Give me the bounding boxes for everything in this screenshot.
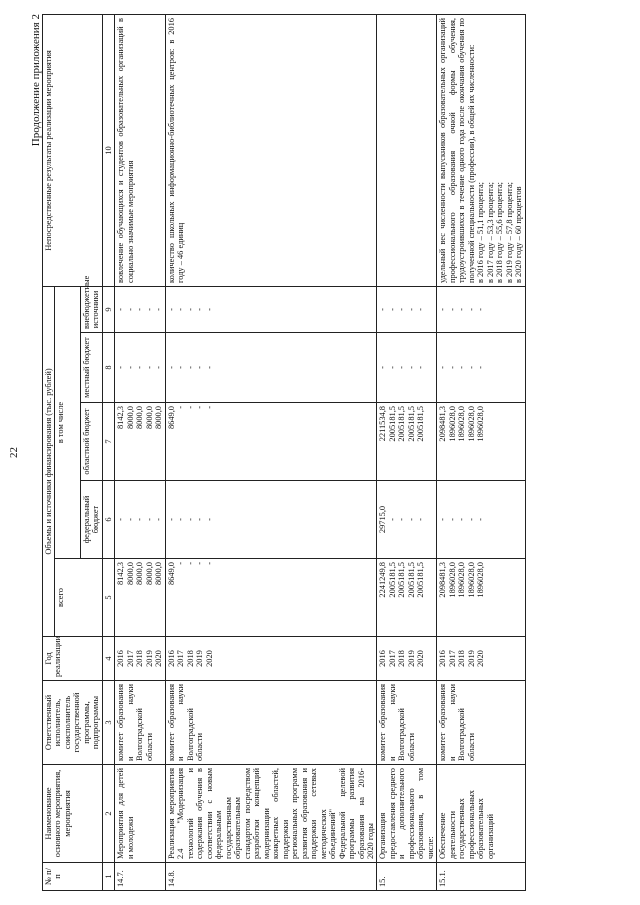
row-local-value: - [378, 366, 388, 369]
row-years-value: 2017 [176, 650, 186, 667]
row-years-value: 2019 [144, 650, 154, 667]
row-executor: комитет образования и науки Волгоградской области [115, 681, 165, 765]
row-years-value: 2020 [476, 650, 486, 667]
row-name: Обеспечение деятельности государственных профессиональных образовательных организаций [437, 765, 525, 863]
col-number: 6 [102, 481, 114, 559]
row-years-value: 2017 [387, 650, 397, 667]
row-local-value: - [144, 366, 154, 369]
col-number: 10 [102, 15, 114, 287]
header-year: Год реализации [43, 637, 103, 681]
row-regional-value: 2098481,3 [438, 406, 448, 442]
row-federal-value: 29715,0 [378, 505, 388, 534]
row-total-value: 8000,0 [125, 562, 135, 586]
row-federal-value: - [195, 518, 205, 521]
col-number: 2 [102, 765, 114, 863]
result-text: количество школьных информационно-библиотечных центров: в 2016 году – 46 единиц [166, 18, 186, 283]
row-regional [437, 403, 525, 481]
row-local-value: - [185, 366, 195, 369]
row-federal-value: - [476, 518, 486, 521]
row-federal-value: - [116, 518, 126, 521]
row-extra-value: - [135, 308, 145, 311]
row-extra-value: - [387, 308, 397, 311]
row-regional-value: 8649,0 [166, 406, 176, 430]
row-total-value: 2005181,5 [416, 562, 426, 598]
row-regional-value: 8000,0 [125, 406, 135, 430]
row-local-value: - [116, 366, 126, 369]
row-regional-value: 2005181,5 [406, 406, 416, 442]
row-regional-value: - [185, 406, 195, 409]
row-years [165, 637, 377, 681]
col-number: 8 [102, 333, 114, 403]
header-total: всего [55, 559, 102, 637]
row-years-value: 2019 [195, 650, 205, 667]
table-body [115, 15, 525, 891]
col-number: 5 [102, 559, 114, 637]
row-extra-value: - [476, 308, 486, 311]
row-total-value: 1896028,0 [476, 562, 486, 598]
row-years-value: 2016 [166, 650, 176, 667]
result-line: в 2019 году – 57,8 процента; [504, 182, 514, 283]
row-result [437, 15, 525, 287]
header-funding: Объемы и источники финансирования (тыс. рублей) [43, 287, 55, 637]
row-total-value: 8000,0 [135, 562, 145, 586]
row-regional [377, 403, 437, 481]
row-regional-value: 2005181,5 [397, 406, 407, 442]
row-number: 15.1. [437, 863, 525, 891]
row-federal-value: - [406, 518, 416, 521]
result-line: в 2017 году – 53,3 процента; [485, 182, 495, 283]
row-years-value: 2020 [204, 650, 214, 667]
row-local-value: - [195, 366, 205, 369]
row-regional-value: 1896028,0 [457, 406, 467, 442]
header-regional: областной бюджет [80, 403, 102, 481]
row-local-value: - [387, 366, 397, 369]
row-federal-value: - [438, 518, 448, 521]
result-text: вовлечение обучающихся и студентов образовательных организаций в социально значимые мероприятия [116, 18, 135, 283]
row-extra-value: - [125, 308, 135, 311]
table-row [437, 15, 525, 891]
row-name: Реализация мероприятия 2.4 "Модернизация технологий и содержания обучения в соответствии с новым федеральным государственным образовательным стандартом посредством разработки концепций модернизации конкретных областей, поддержки региональных программ развития образования и поддержки сетевых методических объединений" Федеральной целевой программы развития образования на 2016-2020 годы [165, 765, 377, 863]
row-extra-value: - [195, 308, 205, 311]
row-executor: комитет образования и науки Волгоградской области [377, 681, 437, 765]
col-number: 4 [102, 637, 114, 681]
col-number: 7 [102, 403, 114, 481]
header-incl: в том числе [55, 287, 80, 559]
row-local-value: - [457, 366, 467, 369]
row-total-value: - [195, 562, 205, 565]
result-text: удельный вес численности выпускников образовательных организаций профессионального образования очной формы обучения, трудоустроившихся в течение одного года после окончания обучения по полученной специальности (профессии), в общей их численности: [438, 18, 476, 283]
row-extra-value: - [447, 308, 457, 311]
row-local-value: - [466, 366, 476, 369]
row-total [377, 559, 437, 637]
header-federal: федеральный бюджет [80, 481, 102, 559]
row-extra-value: - [406, 308, 416, 311]
row-federal-value: - [125, 518, 135, 521]
header-name: Наименование основного мероприятия, мероприятия [43, 765, 103, 863]
row-extra-value: - [466, 308, 476, 311]
page-number: 22 [8, 447, 20, 458]
row-name: Организация предоставления среднего и дополнительного профессионального образования, в том числе: [377, 765, 437, 863]
row-federal-value: - [176, 518, 186, 521]
row-regional-value: 1896028,0 [476, 406, 486, 442]
row-extra-value: - [144, 308, 154, 311]
header-extra: внебюджетные источники [80, 287, 102, 333]
row-federal-value: - [466, 518, 476, 521]
row-years-value: 2018 [457, 650, 467, 667]
row-years-value: 2016 [438, 650, 448, 667]
row-federal-value: - [447, 518, 457, 521]
row-years-value: 2018 [135, 650, 145, 667]
row-total [115, 559, 165, 637]
header-num: № п/п [43, 863, 103, 891]
row-federal [437, 481, 525, 559]
row-regional-value: 8000,0 [144, 406, 154, 430]
col-number: 3 [102, 681, 114, 765]
row-regional-value: 2211534,8 [378, 406, 388, 442]
row-local-value: - [204, 366, 214, 369]
row-years-value: 2017 [447, 650, 457, 667]
col-number: 9 [102, 287, 114, 333]
row-years-value: 2020 [416, 650, 426, 667]
row-local-value: - [125, 366, 135, 369]
row-extra-value: - [438, 308, 448, 311]
row-total-value: 2005181,5 [406, 562, 416, 598]
row-total-value: 8000,0 [144, 562, 154, 586]
row-regional-value: - [176, 406, 186, 409]
row-regional [115, 403, 165, 481]
row-regional-value: 1896028,0 [447, 406, 457, 442]
row-local [377, 333, 437, 403]
row-local [115, 333, 165, 403]
row-extra [115, 287, 165, 333]
table-row [165, 15, 377, 891]
row-federal [165, 481, 377, 559]
row-total [165, 559, 377, 637]
row-years [115, 637, 165, 681]
row-regional-value: - [195, 406, 205, 409]
row-years-value: 2018 [397, 650, 407, 667]
row-number: 14.7. [115, 863, 165, 891]
row-number: 15. [377, 863, 437, 891]
result-line: в 2016 году – 51,1 процента; [476, 182, 486, 283]
row-extra-value: - [166, 308, 176, 311]
row-regional [165, 403, 377, 481]
row-local-value: - [135, 366, 145, 369]
header-executor: Ответственный исполнитель, соисполнитель государственной программы, подпрограммы [43, 681, 103, 765]
row-regional-value: 8000,0 [154, 406, 164, 430]
row-local-value: - [406, 366, 416, 369]
row-extra-value: - [378, 308, 388, 311]
row-result [115, 15, 165, 287]
row-federal-value: - [416, 518, 426, 521]
row-local-value: - [176, 366, 186, 369]
row-years-value: 2018 [185, 650, 195, 667]
row-regional-value: 1896028,0 [466, 406, 476, 442]
row-federal-value: - [185, 518, 195, 521]
row-extra [165, 287, 377, 333]
row-executor: комитет образования и науки Волгоградской области [437, 681, 525, 765]
row-name: Мероприятия для детей и молодежи [115, 765, 165, 863]
row-total-value: 8142,3 [116, 562, 126, 586]
row-local-value: - [438, 366, 448, 369]
table-row [115, 15, 165, 891]
row-regional-value: - [204, 406, 214, 409]
row-federal-value: - [144, 518, 154, 521]
row-extra [437, 287, 525, 333]
row-local-value: - [416, 366, 426, 369]
result-line: в 2020 году – 60 процентов [514, 186, 524, 283]
col-number: 1 [102, 863, 114, 891]
row-total-value: 2098481,3 [438, 562, 448, 598]
row-total-value: - [204, 562, 214, 565]
row-total-value: - [185, 562, 195, 565]
row-regional-value: 8142,3 [116, 406, 126, 430]
row-total-value: 2005181,5 [397, 562, 407, 598]
row-total-value: 8649,0 [166, 562, 176, 586]
row-federal-value: - [154, 518, 164, 521]
row-years-value: 2019 [406, 650, 416, 667]
row-years-value: 2017 [125, 650, 135, 667]
row-regional-value: 2005181,5 [416, 406, 426, 442]
continuation-label: Продолжение приложения 2 [30, 14, 42, 147]
row-result [165, 15, 377, 287]
row-extra-value: - [154, 308, 164, 311]
row-local [165, 333, 377, 403]
row-local-value: - [447, 366, 457, 369]
row-total-value: - [176, 562, 186, 565]
row-local-value: - [397, 366, 407, 369]
row-regional-value: 8000,0 [135, 406, 145, 430]
row-local-value: - [166, 366, 176, 369]
row-total-value: 1896028,0 [466, 562, 476, 598]
row-extra-value: - [204, 308, 214, 311]
row-extra-value: - [176, 308, 186, 311]
row-extra-value: - [457, 308, 467, 311]
row-total-value: 8000,0 [154, 562, 164, 586]
row-total [437, 559, 525, 637]
row-extra-value: - [185, 308, 195, 311]
row-years [437, 637, 525, 681]
row-federal-value: - [166, 518, 176, 521]
row-total-value: 1896028,0 [457, 562, 467, 598]
row-years [377, 637, 437, 681]
row-federal-value: - [457, 518, 467, 521]
result-line: в 2018 году – 55,6 процента; [495, 182, 505, 283]
row-result [377, 15, 437, 287]
row-extra-value: - [416, 308, 426, 311]
row-federal-value: - [204, 518, 214, 521]
row-federal-value: - [135, 518, 145, 521]
row-total-value: 2241249,8 [378, 562, 388, 598]
row-federal-value: - [387, 518, 397, 521]
row-years-value: 2020 [154, 650, 164, 667]
row-executor: комитет образования и науки Волгоградской области [165, 681, 377, 765]
funding-table [42, 14, 526, 891]
row-number: 14.8. [165, 863, 377, 891]
row-years-value: 2016 [378, 650, 388, 667]
row-regional-value: 2005181,5 [387, 406, 397, 442]
row-total-value: 2005181,5 [387, 562, 397, 598]
row-total-value: 1896028,0 [447, 562, 457, 598]
header-local: местный бюджет [80, 333, 102, 403]
row-federal [115, 481, 165, 559]
row-years-value: 2016 [116, 650, 126, 667]
row-local [437, 333, 525, 403]
row-local-value: - [154, 366, 164, 369]
row-extra [377, 287, 437, 333]
header-results: Непосредственные результаты реализации мероприятия [43, 15, 103, 287]
row-local-value: - [476, 366, 486, 369]
row-extra-value: - [116, 308, 126, 311]
row-extra-value: - [397, 308, 407, 311]
row-federal-value: - [397, 518, 407, 521]
table-row [377, 15, 437, 891]
row-years-value: 2019 [466, 650, 476, 667]
row-federal [377, 481, 437, 559]
